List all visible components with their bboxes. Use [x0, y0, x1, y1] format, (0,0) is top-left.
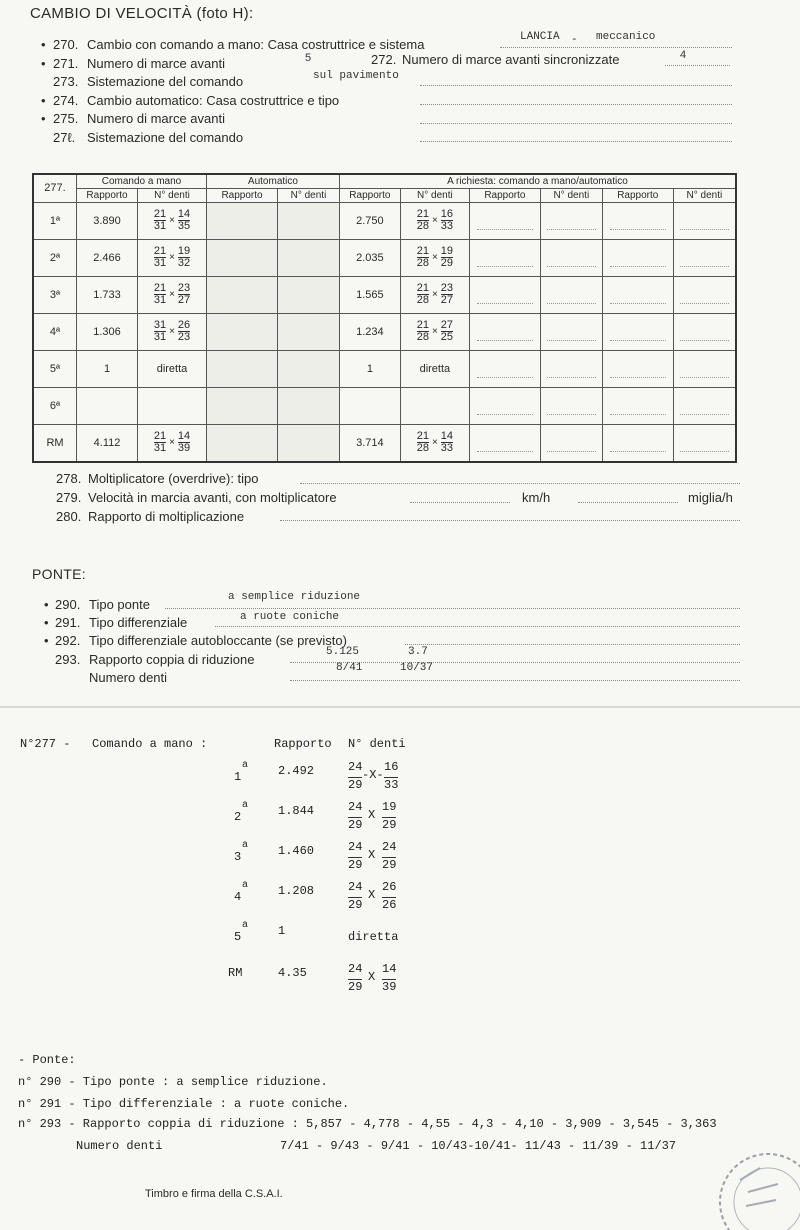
direct-label: diretta	[348, 930, 399, 944]
table-row	[33, 424, 736, 462]
numerator: 26	[177, 319, 191, 331]
teeth-fraction	[153, 208, 191, 232]
empty-cell	[207, 313, 278, 350]
teeth-cell	[400, 313, 469, 350]
denominator: 23	[177, 331, 191, 343]
col-ratio: Rapporto	[274, 737, 332, 751]
teeth-cell	[138, 276, 207, 313]
col-header-ratio: Rapporto	[602, 188, 673, 202]
item-number: 293.	[55, 652, 81, 667]
denominator: 28	[416, 331, 429, 343]
annex-teeth-label: Numero denti	[76, 1139, 163, 1153]
item-number: 291.	[55, 615, 81, 630]
denominator: 32	[177, 257, 191, 269]
times-sign: ×	[169, 215, 175, 227]
bullet: •	[41, 111, 46, 126]
gear-label: 4	[234, 890, 242, 904]
denominator: 26	[382, 898, 397, 912]
numerator: 21	[416, 282, 429, 294]
item-label: Rapporto di moltiplicazione	[88, 509, 245, 524]
empty-cell	[602, 239, 673, 276]
ratio-cell: 1.306	[77, 313, 138, 350]
denominator: 29	[348, 858, 363, 872]
ratio-cell: 1.565	[339, 276, 400, 313]
teeth-cell	[400, 350, 469, 387]
item-number: 279.	[56, 490, 82, 505]
denominator: 28	[416, 220, 429, 232]
field-value: meccanico	[596, 31, 656, 43]
unit-kmh: km/h	[522, 490, 551, 505]
gear-label: RM	[33, 424, 77, 462]
empty-cell	[540, 276, 602, 313]
direct-label: diretta	[156, 362, 188, 375]
teeth-fraction	[153, 430, 191, 454]
numerator: 21	[416, 430, 429, 442]
denominator: 27	[177, 294, 191, 306]
numerator: 21	[153, 282, 167, 294]
teeth-cell	[400, 202, 469, 239]
item-number: 292.	[55, 633, 81, 648]
empty-cell	[207, 239, 278, 276]
item-number: 280.	[56, 509, 82, 524]
item-label: Tipo differenziale autobloccante (se previsto)	[89, 633, 347, 648]
numerator: 21	[416, 208, 429, 220]
denominator: 33	[440, 220, 454, 232]
gear-label: 1	[234, 770, 242, 784]
numerator: 21	[416, 319, 429, 331]
denominator: 29	[348, 778, 363, 792]
table-row	[33, 276, 736, 313]
empty-cell	[540, 239, 602, 276]
empty-cell	[469, 424, 540, 462]
empty-cell	[278, 424, 340, 462]
ratio-cell	[339, 387, 400, 424]
annex-teeth-values: 7/41 - 9/43 - 9/41 - 10/43-10/41- 11/43 - 11/39 - 11/37	[280, 1139, 677, 1153]
col-teeth: N° denti	[348, 737, 406, 751]
empty-cell	[469, 202, 540, 239]
numerator: 21	[416, 245, 429, 257]
col-header-teeth: N° denti	[673, 188, 736, 202]
gear-superscript: a	[242, 880, 249, 891]
teeth-fraction	[153, 245, 191, 269]
numerator: 24	[382, 840, 397, 854]
numerator: 24	[348, 760, 363, 774]
bullet: •	[44, 633, 49, 648]
teeth-fraction	[416, 282, 454, 306]
teeth-fraction	[416, 430, 454, 454]
ratio-cell	[77, 387, 138, 424]
denominator: 27	[440, 294, 454, 306]
ponte-title: PONTE:	[32, 566, 86, 582]
table-row	[33, 387, 736, 424]
empty-cell	[469, 313, 540, 350]
table-number: 277.	[33, 174, 77, 202]
numerator: 19	[382, 800, 397, 814]
field-value: 5	[305, 52, 312, 64]
gear-label: 5ª	[33, 350, 77, 387]
times-sign: ×	[431, 215, 438, 227]
col-header-teeth: N° denti	[278, 188, 340, 202]
gear-label: 5	[234, 930, 242, 944]
numerator: 19	[177, 245, 191, 257]
teeth-cell	[138, 424, 207, 462]
col-header-teeth: N° denti	[540, 188, 602, 202]
empty-cell	[540, 350, 602, 387]
empty-cell	[673, 313, 736, 350]
teeth-cell	[400, 276, 469, 313]
denominator: 31	[153, 442, 167, 454]
empty-cell	[673, 239, 736, 276]
numerator: 14	[440, 430, 454, 442]
numerator: 16	[384, 760, 399, 774]
gear-label: 6ª	[33, 387, 77, 424]
empty-cell	[207, 424, 278, 462]
teeth-cell	[138, 350, 207, 387]
teeth-cell	[400, 424, 469, 462]
numerator: 21	[153, 208, 167, 220]
field-value: 10/37	[400, 662, 434, 674]
gear-label: 2ª	[33, 239, 77, 276]
col-header-teeth: N° denti	[138, 188, 207, 202]
empty-cell	[278, 387, 340, 424]
ratio-cell: 1	[77, 350, 138, 387]
field-dash: -	[571, 34, 578, 46]
denominator: 39	[177, 442, 191, 454]
item-label: Tipo ponte	[89, 597, 150, 612]
gear-label: 1ª	[33, 202, 77, 239]
field-value: 4	[680, 49, 687, 61]
ratio-cell: 2.750	[339, 202, 400, 239]
numerator: 21	[153, 245, 167, 257]
denominator: 29	[348, 980, 363, 994]
bullet: •	[41, 56, 46, 71]
empty-cell	[278, 202, 340, 239]
gear-label: 2	[234, 810, 242, 824]
ratio-value: 1.208	[278, 884, 315, 898]
table-row	[33, 239, 736, 276]
field-value: 8/41	[336, 662, 363, 674]
empty-cell	[207, 350, 278, 387]
annex-heading: N°277 -	[20, 737, 71, 751]
empty-cell	[673, 350, 736, 387]
teeth-cell	[138, 239, 207, 276]
gear-superscript: a	[242, 840, 249, 851]
item-number: 270.	[53, 37, 79, 52]
empty-cell	[602, 387, 673, 424]
denominator: 31	[153, 294, 167, 306]
empty-cell	[278, 313, 340, 350]
ratio-cell: 1.234	[339, 313, 400, 350]
ratio-cell: 3.890	[77, 202, 138, 239]
denominator: 29	[440, 257, 454, 269]
item-number: 275.	[53, 111, 79, 126]
ratio-cell: 2.466	[77, 239, 138, 276]
ratio-cell: 2.035	[339, 239, 400, 276]
times-sign: ×	[169, 437, 175, 449]
item-number: 271.	[53, 56, 79, 71]
empty-cell	[540, 424, 602, 462]
empty-cell	[602, 276, 673, 313]
col-header-ratio: Rapporto	[77, 188, 138, 202]
denominator: 28	[416, 257, 429, 269]
empty-cell	[673, 202, 736, 239]
col-header-ratio: Rapporto	[339, 188, 400, 202]
empty-cell	[602, 350, 673, 387]
col-header-ratio: Rapporto	[207, 188, 278, 202]
numerator: 24	[348, 800, 363, 814]
gear-superscript: a	[242, 920, 249, 931]
numerator: 14	[177, 430, 191, 442]
annex-ponte: - Ponte:	[18, 1053, 76, 1067]
signature-label: Timbro e firma della C.S.A.I.	[145, 1188, 283, 1200]
empty-cell	[278, 276, 340, 313]
empty-cell	[207, 387, 278, 424]
numerator: 31	[153, 319, 167, 331]
teeth-cell	[138, 313, 207, 350]
annex-line-290: n° 290 - Tipo ponte : a semplice riduzione.	[18, 1075, 328, 1089]
times-sign: ×	[431, 252, 438, 264]
empty-cell	[469, 387, 540, 424]
teeth-fraction	[153, 319, 191, 343]
empty-cell	[207, 202, 278, 239]
page-separator	[0, 706, 800, 708]
ratio-value: 4.35	[278, 966, 307, 980]
field-value: a semplice riduzione	[228, 591, 361, 603]
denominator: 33	[440, 442, 454, 454]
teeth-label: Numero denti	[89, 670, 168, 685]
numerator: 27	[440, 319, 454, 331]
numerator: 23	[440, 282, 454, 294]
ratio-cell: 1.733	[77, 276, 138, 313]
item-label: Cambio automatico: Casa costruttrice e tipo	[87, 93, 340, 108]
ratio-cell: 1	[339, 350, 400, 387]
bullet: •	[41, 37, 46, 52]
item-number: 27ℓ.	[53, 130, 76, 145]
field-value: 5.125	[326, 646, 360, 658]
denominator: 25	[440, 331, 454, 343]
gear-label: 3	[234, 850, 242, 864]
annex-line-293: n° 293 - Rapporto coppia di riduzione : 5,857 - 4,778 - 4,55 - 4,3 - 4,10 - 3,909 - 3,545 - 3,363	[18, 1117, 717, 1131]
empty-cell	[673, 387, 736, 424]
ratio-value: 2.492	[278, 764, 315, 778]
denominator: 31	[153, 331, 167, 343]
denominator: 31	[153, 257, 167, 269]
teeth-fraction	[416, 245, 454, 269]
ratio-cell: 3.714	[339, 424, 400, 462]
times-sign: ×	[169, 326, 175, 338]
item-number: 290.	[55, 597, 81, 612]
empty-cell	[540, 387, 602, 424]
empty-cell	[540, 202, 602, 239]
item-label: Numero di marce avanti sincronizzate	[402, 52, 620, 67]
times-sign: ×	[431, 326, 438, 338]
gear-ratio-table	[32, 173, 737, 463]
col-header-teeth: N° denti	[400, 188, 469, 202]
times-sign: X	[368, 808, 376, 822]
item-number: 272.	[371, 52, 397, 67]
empty-cell	[278, 350, 340, 387]
annex-subheading: Comando a mano :	[92, 737, 208, 751]
denominator: 29	[348, 898, 363, 912]
field-value: a ruote coniche	[240, 611, 340, 623]
denominator: 39	[382, 980, 397, 994]
field-value: 3.7	[408, 646, 428, 658]
teeth-cell	[138, 387, 207, 424]
gear-label: 3ª	[33, 276, 77, 313]
times-sign: ×	[169, 289, 175, 301]
unit-mph: miglia/h	[688, 490, 733, 505]
denominator: 29	[382, 818, 397, 832]
times-sign: -X-	[362, 768, 384, 782]
group-choice: A richiesta: comando a mano/automatico	[339, 174, 736, 188]
teeth-fraction	[416, 319, 454, 343]
numerator: 26	[382, 880, 397, 894]
section-title: CAMBIO DI VELOCITÀ (foto H):	[30, 5, 254, 22]
empty-cell	[602, 313, 673, 350]
table-row	[33, 313, 736, 350]
times-sign: ×	[431, 289, 438, 301]
denominator: 29	[348, 818, 363, 832]
times-sign: X	[368, 970, 376, 984]
teeth-cell	[138, 202, 207, 239]
denominator: 28	[416, 294, 429, 306]
denominator: 29	[382, 858, 397, 872]
table-row	[33, 202, 736, 239]
item-label: Moltiplicatore (overdrive): tipo	[88, 471, 259, 486]
item-label: Tipo differenziale	[89, 615, 188, 630]
gear-label: RM	[228, 966, 243, 980]
teeth-fraction	[416, 208, 454, 232]
numerator: 14	[382, 962, 397, 976]
empty-cell	[278, 239, 340, 276]
empty-cell	[673, 276, 736, 313]
ratio-value: 1	[278, 924, 286, 938]
numerator: 24	[348, 840, 363, 854]
col-header-ratio: Rapporto	[469, 188, 540, 202]
group-auto: Automatico	[207, 174, 340, 188]
empty-cell	[469, 239, 540, 276]
empty-cell	[540, 313, 602, 350]
numerator: 14	[177, 208, 191, 220]
empty-cell	[602, 424, 673, 462]
field-value: sul pavimento	[313, 70, 399, 82]
times-sign: ×	[169, 252, 175, 264]
bullet: •	[44, 597, 49, 612]
bullet: •	[41, 93, 46, 108]
item-label: Numero di marce avanti	[87, 111, 225, 126]
direct-label: diretta	[419, 362, 451, 375]
numerator: 24	[348, 880, 363, 894]
item-number: 273.	[53, 74, 79, 89]
item-number: 274.	[53, 93, 79, 108]
empty-cell	[469, 276, 540, 313]
empty-cell	[207, 276, 278, 313]
empty-cell	[602, 202, 673, 239]
gear-superscript: a	[242, 760, 249, 771]
denominator: 33	[384, 778, 399, 792]
teeth-cell	[400, 239, 469, 276]
group-manual: Comando a mano	[77, 174, 207, 188]
annex-line-291: n° 291 - Tipo differenziale : a ruote coniche.	[18, 1097, 350, 1111]
empty-cell	[469, 350, 540, 387]
item-number: 278.	[56, 471, 82, 486]
numerator: 24	[348, 962, 363, 976]
denominator: 28	[416, 442, 429, 454]
numerator: 16	[440, 208, 454, 220]
field-value: LANCIA	[520, 31, 560, 43]
ratio-cell: 4.112	[77, 424, 138, 462]
item-label: Sistemazione del comando	[87, 130, 244, 145]
teeth-fraction	[153, 282, 191, 306]
empty-cell	[673, 424, 736, 462]
csai-stamp	[690, 1140, 800, 1230]
gear-label: 4ª	[33, 313, 77, 350]
numerator: 23	[177, 282, 191, 294]
denominator: 35	[177, 220, 191, 232]
item-label: Rapporto coppia di riduzione	[89, 652, 255, 667]
item-label: Numero di marce avanti	[87, 56, 225, 71]
times-sign: X	[368, 888, 376, 902]
gear-superscript: a	[242, 800, 249, 811]
bullet: •	[44, 615, 49, 630]
denominator: 31	[153, 220, 167, 232]
numerator: 19	[440, 245, 454, 257]
numerator: 21	[153, 430, 167, 442]
times-sign: ×	[431, 437, 438, 449]
times-sign: X	[368, 848, 376, 862]
ratio-value: 1.460	[278, 844, 315, 858]
item-label: Cambio con comando a mano: Casa costruttrice e sistema	[87, 37, 425, 52]
item-label: Sistemazione del comando	[87, 74, 244, 89]
ratio-value: 1.844	[278, 804, 315, 818]
table-row	[33, 350, 736, 387]
item-label: Velocità in marcia avanti, con moltiplicatore	[88, 490, 337, 505]
teeth-cell	[400, 387, 469, 424]
